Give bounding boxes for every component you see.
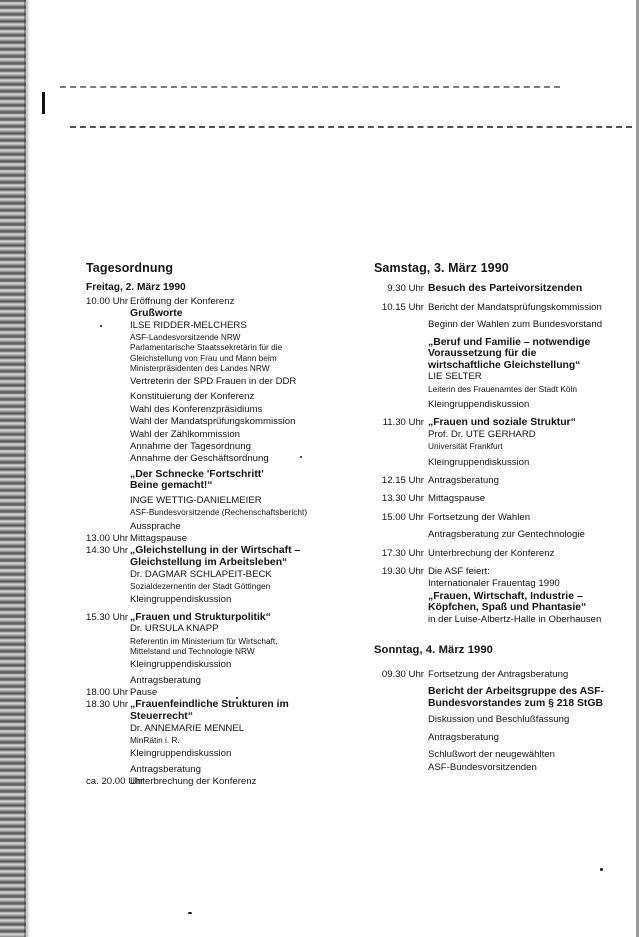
scan-speck bbox=[600, 868, 603, 871]
entry-time: 09.30 Uhr bbox=[381, 668, 424, 680]
agenda-entry bbox=[374, 566, 614, 626]
entry-text: LIE SELTER bbox=[428, 371, 482, 383]
entry-affiliation: Leiterin des Frauenamtes der Stadt Köln bbox=[428, 383, 577, 394]
entry-topic: „Frauen und soziale Struktur“ bbox=[428, 417, 576, 429]
entry-time: ca. 20.00 Uhr bbox=[86, 775, 144, 787]
entry-topic: Besuch des Parteivorsitzenden bbox=[428, 283, 583, 295]
scan-edge-shadow bbox=[24, 0, 30, 937]
day-heading-saturday: Samstag, 3. März 1990 bbox=[374, 261, 509, 275]
agenda-entry bbox=[374, 283, 614, 295]
agenda-entry bbox=[86, 533, 356, 545]
entry-text: ASF-Bundesvorsitzenden bbox=[428, 761, 537, 773]
entry-time: 13.00 Uhr bbox=[86, 533, 129, 545]
agenda-entry bbox=[86, 545, 356, 606]
entry-text: Vertreterin der SPD Frauen in der DDR bbox=[130, 376, 297, 388]
agenda-right-column bbox=[374, 262, 614, 774]
entry-topic: „Gleichstellung in der Wirtschaft – bbox=[130, 545, 301, 557]
entry-content bbox=[428, 302, 614, 412]
entry-text: Kleingruppendiskussion bbox=[130, 659, 232, 671]
day-heading-friday: Freitag, 2. März 1990 bbox=[86, 282, 186, 294]
entry-text: INGE WETTIG-DANIELMEIER bbox=[130, 495, 262, 507]
entry-topic: „Frauenfeindliche Strukturen im bbox=[130, 699, 289, 711]
entry-content bbox=[428, 493, 614, 505]
entry-affiliation: Parlamentarische Staatssekretärin für die bbox=[130, 342, 283, 353]
agenda-entry bbox=[86, 296, 356, 533]
entry-text: Dr. URSULA KNAPP bbox=[130, 623, 219, 635]
entry-text: Die ASF feiert: bbox=[428, 566, 490, 578]
entry-topic: Gleichstellung im Arbeitsleben“ bbox=[130, 557, 288, 569]
entry-text: Wahl des Konferenzpräsidiums bbox=[130, 403, 263, 415]
entry-text: Beginn der Wahlen zum Bundesvorstand bbox=[428, 319, 603, 331]
agenda-entry bbox=[86, 699, 356, 776]
entry-text: Kleingruppendiskussion bbox=[428, 399, 530, 411]
scan-speck bbox=[188, 912, 192, 914]
agenda-list-friday bbox=[86, 296, 356, 789]
entry-time: 12.15 Uhr bbox=[381, 475, 424, 487]
entry-topic: Steuerrecht“ bbox=[130, 710, 193, 722]
entry-text: Kleingruppendiskussion bbox=[130, 594, 232, 606]
entry-content bbox=[130, 687, 356, 699]
scan-binding-edge bbox=[0, 0, 26, 937]
agenda-days-weekend bbox=[374, 262, 614, 774]
entry-text: Annahme der Tagesordnung bbox=[130, 441, 251, 453]
entry-content bbox=[428, 548, 614, 560]
entry-topic: wirtschaftliche Gleichstellung“ bbox=[428, 359, 581, 371]
entry-text: Konstituierung der Konferenz bbox=[130, 391, 255, 403]
entry-text: Kleingruppendiskussion bbox=[428, 456, 530, 468]
entry-topic: Bericht der Arbeitsgruppe des ASF- bbox=[428, 686, 604, 698]
entry-time: 11.30 Uhr bbox=[382, 417, 424, 429]
entry-text: Eröffnung der Konferenz bbox=[130, 295, 235, 307]
entry-time: 17.30 Uhr bbox=[381, 547, 424, 559]
entry-content bbox=[428, 566, 614, 626]
entry-content bbox=[428, 475, 614, 487]
entry-text: Unterbrechung der Konferenz bbox=[428, 547, 555, 559]
agenda-entry bbox=[374, 302, 614, 412]
entry-content bbox=[130, 776, 356, 788]
entry-time: 18.00 Uhr bbox=[86, 686, 129, 698]
entry-text: Bericht der Mandatsprüfungskommission bbox=[428, 301, 602, 313]
entry-text: Aussprache bbox=[130, 520, 181, 532]
day-heading-sunday: Sonntag, 4. März 1990 bbox=[374, 644, 493, 657]
scan-dashed-line bbox=[60, 86, 560, 88]
entry-time: 15.00 Uhr bbox=[381, 511, 424, 523]
entry-text: Internationaler Frauentag 1990 bbox=[428, 578, 560, 590]
entry-content bbox=[130, 545, 356, 606]
entry-text: Antragsberatung bbox=[130, 763, 201, 775]
entry-time: 9.30 Uhr bbox=[387, 283, 424, 295]
entry-text: Antragsberatung bbox=[130, 674, 201, 686]
agenda-entry bbox=[374, 512, 614, 542]
entry-text: Pause bbox=[130, 686, 158, 698]
page-title: Tagesordnung bbox=[86, 261, 174, 275]
entry-topic: Grußworte bbox=[130, 308, 183, 320]
entry-affiliation: Sozialdezernentin der Stadt Göttingen bbox=[130, 581, 271, 592]
agenda-entry bbox=[86, 776, 356, 788]
entry-content bbox=[130, 296, 356, 533]
agenda-list-sunday bbox=[374, 669, 614, 774]
entry-affiliation: Referentin im Ministerium für Wirtschaft, bbox=[130, 635, 278, 646]
entry-affiliation: ASF-Bundesvorsitzende (Rechenschaftsbericht) bbox=[130, 507, 308, 518]
agenda-entry bbox=[374, 548, 614, 560]
agenda-left-column bbox=[86, 262, 356, 788]
entry-content bbox=[130, 612, 356, 687]
entry-affiliation: Universität Frankfurt bbox=[428, 441, 503, 452]
entry-topic: Bundesvorstandes zum § 218 StGB bbox=[428, 697, 603, 709]
entry-text: Diskussion und Beschlußfassung bbox=[428, 714, 570, 726]
scan-dashed-line bbox=[70, 126, 632, 128]
agenda-entry bbox=[374, 475, 614, 487]
entry-time: 13.30 Uhr bbox=[381, 493, 424, 505]
entry-content bbox=[428, 512, 614, 542]
entry-text: Schlußwort der neugewählten bbox=[428, 749, 555, 761]
entry-affiliation: ASF-Landesvorsitzende NRW bbox=[130, 332, 241, 343]
entry-topic: Beine gemacht!“ bbox=[130, 480, 213, 492]
entry-text: Antragsberatung bbox=[428, 731, 499, 743]
entry-text: Wahl der Mandatsprüfungskommission bbox=[130, 416, 296, 428]
entry-affiliation: MinRätin i. R. bbox=[130, 734, 180, 745]
entry-text: ILSE RIDDER-MELCHERS bbox=[130, 319, 247, 331]
agenda-entry bbox=[374, 669, 614, 774]
entry-content bbox=[428, 283, 614, 295]
entry-time: 10.15 Uhr bbox=[381, 301, 424, 313]
entry-time: 15.30 Uhr bbox=[86, 611, 129, 623]
entry-topic: „Der Schnecke 'Fortschritt' bbox=[130, 468, 264, 480]
entry-topic: „Frauen und Strukturpolitik“ bbox=[130, 611, 271, 623]
agenda-entry bbox=[86, 687, 356, 699]
entry-content bbox=[428, 669, 614, 774]
entry-text: Fortsetzung der Wahlen bbox=[428, 511, 531, 523]
entry-text: Annahme der Geschäftsordnung bbox=[130, 453, 269, 465]
entry-content bbox=[428, 417, 614, 469]
entry-text: Dr. DAGMAR SCHLAPEIT-BECK bbox=[130, 568, 272, 580]
entry-text: Wahl der Zählkommission bbox=[130, 428, 241, 440]
entry-topic: „Frauen, Wirtschaft, Industrie – bbox=[428, 590, 583, 602]
entry-text: Mittagspause bbox=[428, 493, 486, 505]
entry-affiliation: Mittelstand und Technologie NRW bbox=[130, 645, 255, 656]
agenda-entry bbox=[374, 417, 614, 469]
entry-text: Kleingruppendiskussion bbox=[130, 748, 232, 760]
entry-content bbox=[130, 533, 356, 545]
entry-affiliation: Ministerpräsidenten des Landes NRW bbox=[130, 362, 270, 373]
entry-text: Antragsberatung bbox=[428, 475, 499, 487]
agenda-entry bbox=[86, 612, 356, 687]
entry-time: 10.00 Uhr bbox=[86, 295, 129, 307]
scan-mark bbox=[42, 92, 45, 114]
entry-topic: Köpfchen, Spaß und Phantasie“ bbox=[428, 602, 587, 614]
entry-topic: Voraussetzung für die bbox=[428, 348, 537, 360]
entry-text: in der Luise-Albertz-Halle in Oberhausen bbox=[428, 614, 602, 626]
agenda-list-saturday bbox=[374, 283, 614, 626]
entry-content bbox=[130, 699, 356, 776]
agenda-entry bbox=[374, 493, 614, 505]
entry-text: Dr. ANNEMARIE MENNEL bbox=[130, 722, 245, 734]
entry-text: Fortsetzung der Antragsberatung bbox=[428, 668, 569, 680]
entry-time: 14.30 Uhr bbox=[86, 545, 129, 557]
entry-time: 18.30 Uhr bbox=[86, 699, 129, 711]
entry-time: 19.30 Uhr bbox=[381, 566, 424, 578]
entry-text: Unterbrechung der Konferenz bbox=[130, 775, 257, 787]
entry-topic: „Beruf und Familie – notwendige bbox=[428, 336, 591, 348]
entry-affiliation: Gleichstellung von Frau und Mann beim bbox=[130, 352, 277, 363]
entry-text: Mittagspause bbox=[130, 533, 188, 545]
entry-text: Antragsberatung zur Gentechnologie bbox=[428, 529, 585, 541]
entry-text: Prof. Dr. UTE GERHARD bbox=[428, 429, 536, 441]
